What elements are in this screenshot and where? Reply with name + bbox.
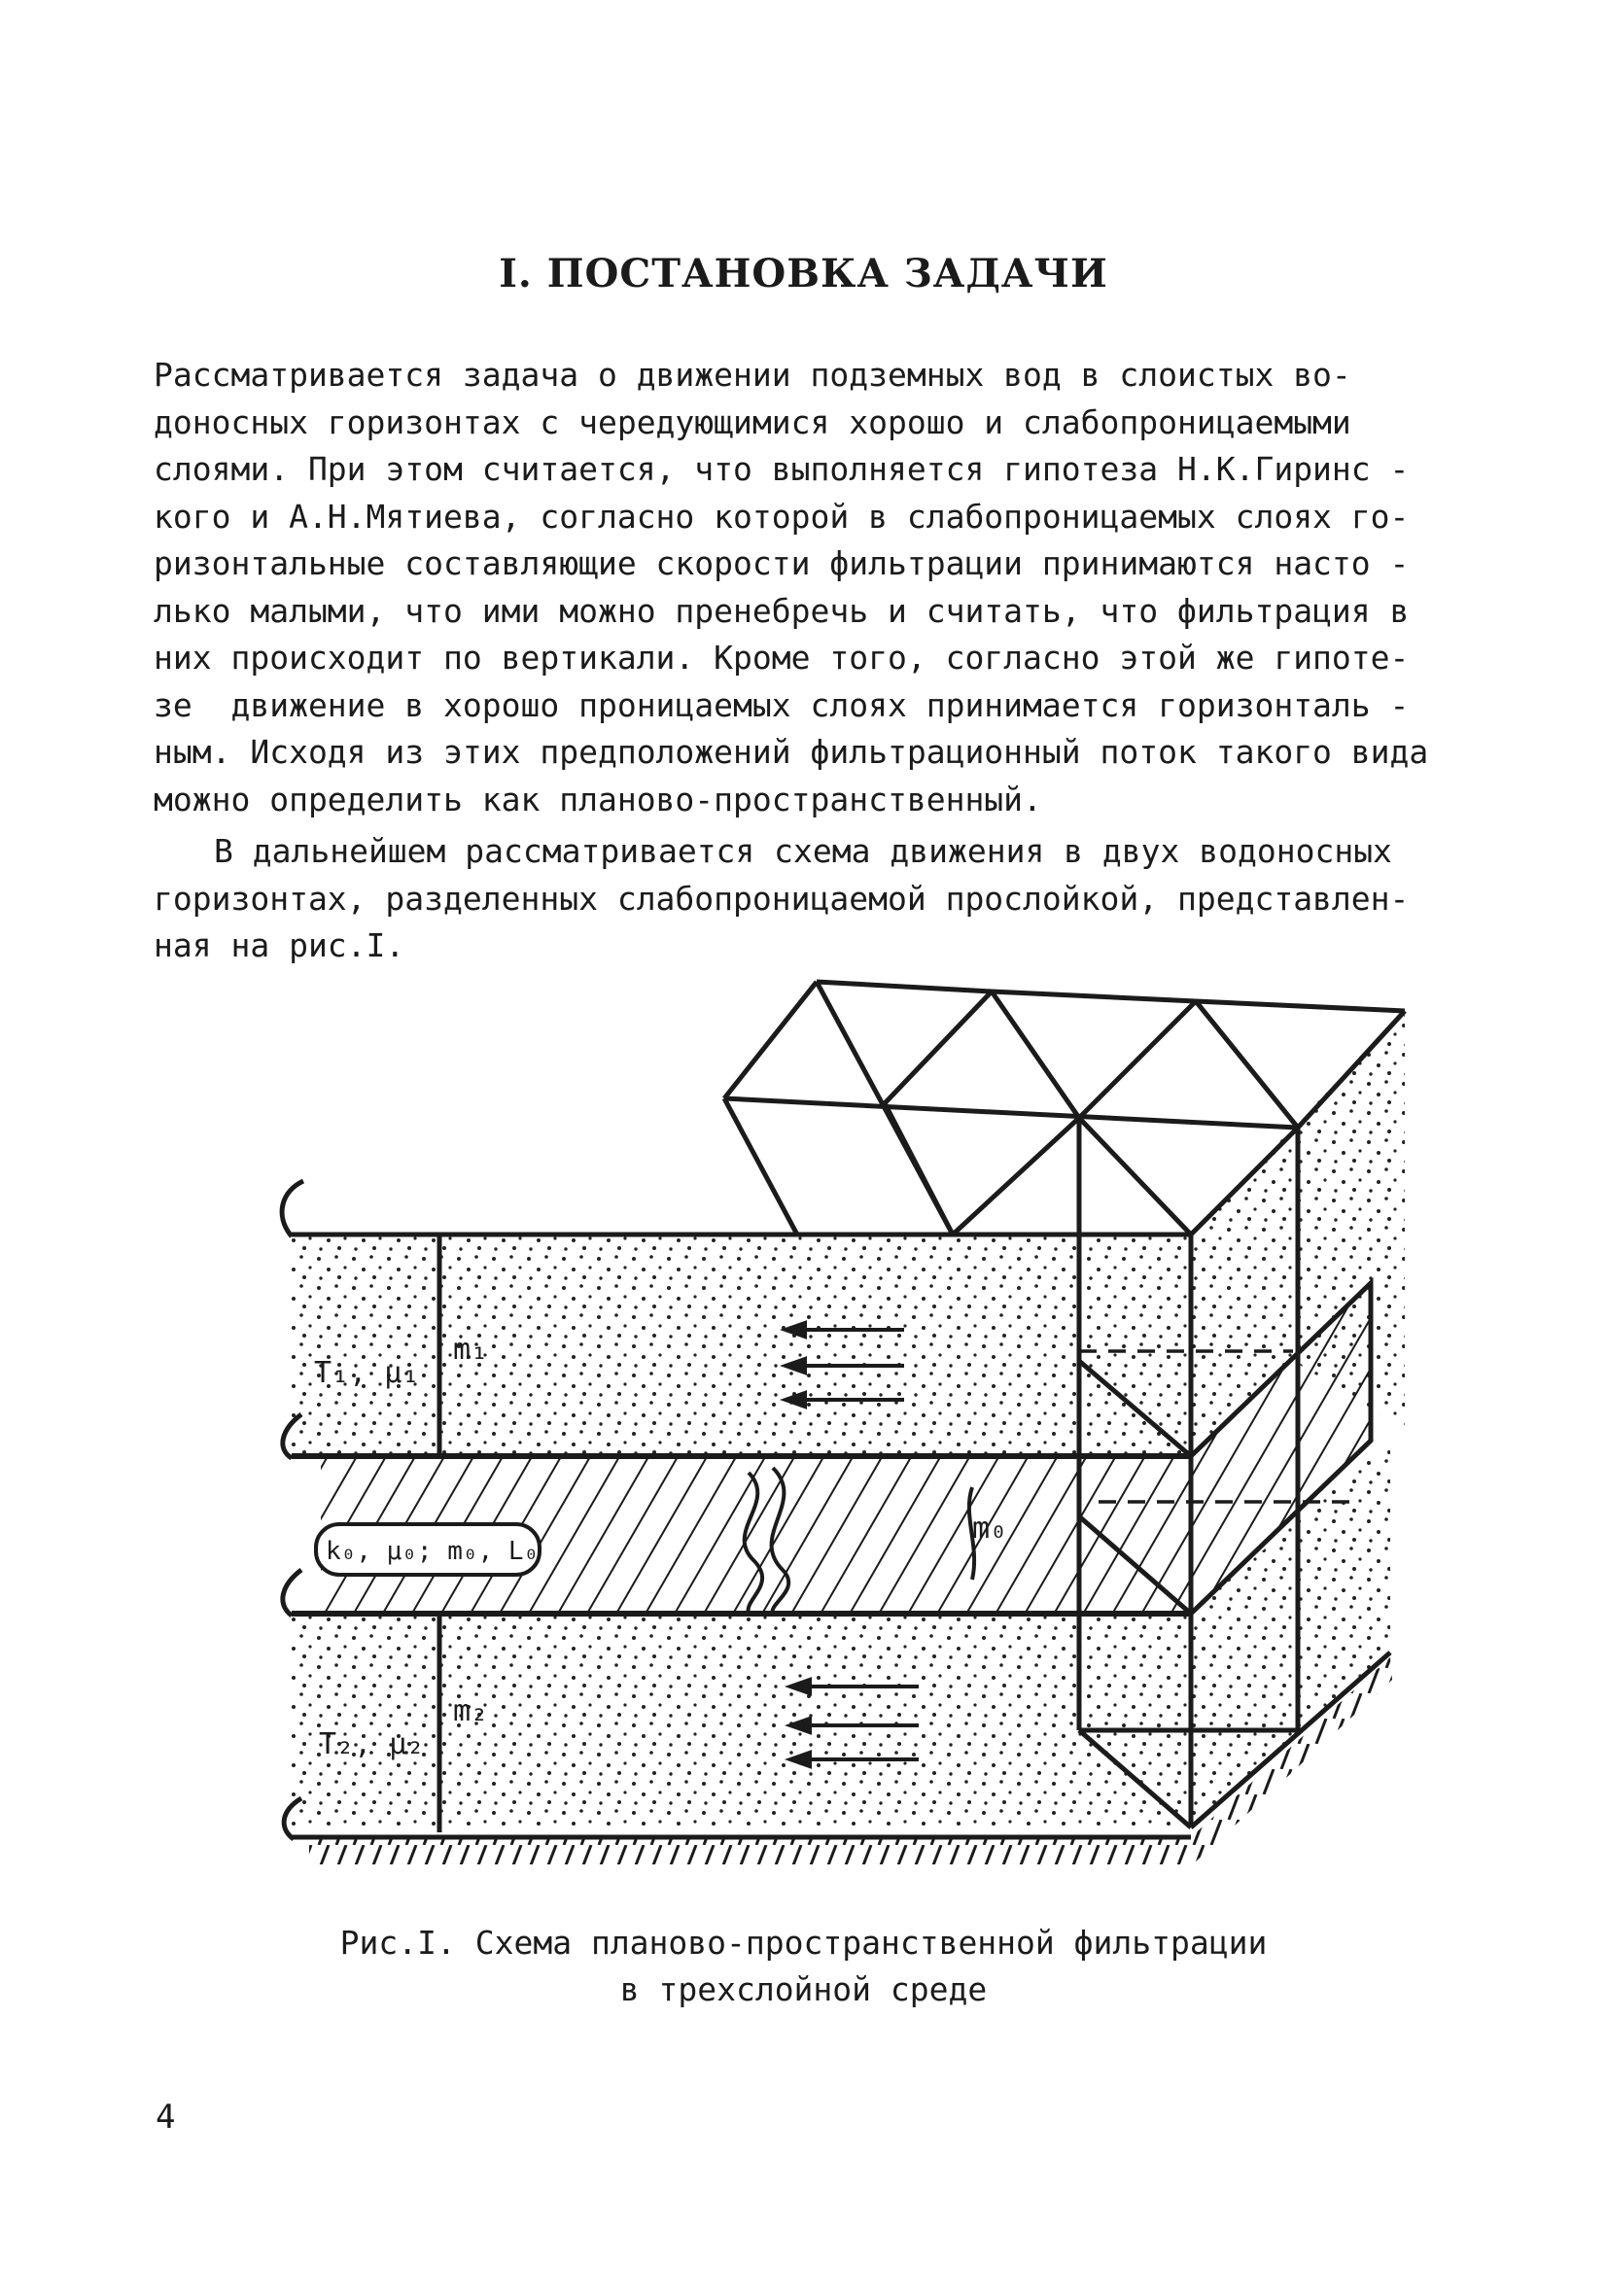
text-line: ным. Исходя из этих предположений фильтрационный поток такого вида [154,733,1429,771]
section-heading: I. ПОСТАНОВКА ЗАДАЧИ [499,251,1108,296]
text-line: можно определить как планово-пространственный. [154,780,1042,818]
paragraph-2 [154,828,1447,970]
text-line: В дальнейшем рассматривается схема движения в двух водоносных [214,832,1392,870]
text-line: кого и А.Н.Мятиева, согласно которой в слабопроницаемых слоях го- [154,497,1410,536]
filtration-scheme-figure [262,972,1429,1896]
lower-layer-label: T₂, μ₂ [319,1727,425,1761]
text-line: них происходит по вертикали. Кроме того, согласно этой же гипоте- [154,639,1410,677]
text-line: горизонтах, разделенных слабопроницаемой прослойкой, представлен- [154,879,1410,918]
text-line: ная на рис.I. [154,926,405,964]
upper-thickness-label: m₁ [453,1333,489,1367]
text-line: Рассматривается задача о движении подземных вод в слоистых во- [154,356,1351,394]
text-line: доносных горизонтах с чередующимися хорошо и слабопроницаемыми [154,402,1351,441]
text-line: зе движение в хорошо проницаемых слоях принимается горизонталь - [154,685,1410,724]
caption-line-2: в трехслойной среде [619,1970,988,2008]
caption-line-1: Рис.I. Схема планово-пространственной фильтрации [339,1924,1268,1962]
aquitard-params-label: k₀, μ₀; m₀, L₀ [326,1537,540,1566]
paragraph-1 [154,352,1447,823]
figure-caption [0,1920,1607,2013]
text-line: лько малыми, что ими можно пренебречь и считать, что фильтрация в [154,591,1410,630]
upper-layer-label: T₁, μ₁ [314,1356,420,1390]
text-line: ризонтальные составляющие скорости фильтрации принимаются насто - [154,544,1410,582]
page-number: 4 [156,2098,176,2137]
lower-thickness-label: m₂ [453,1694,489,1728]
text-line: слоями. При этом считается, что выполняется гипотеза Н.К.Гиринс - [154,450,1410,488]
aquitard-thickness-label: m₀ [972,1512,1008,1546]
